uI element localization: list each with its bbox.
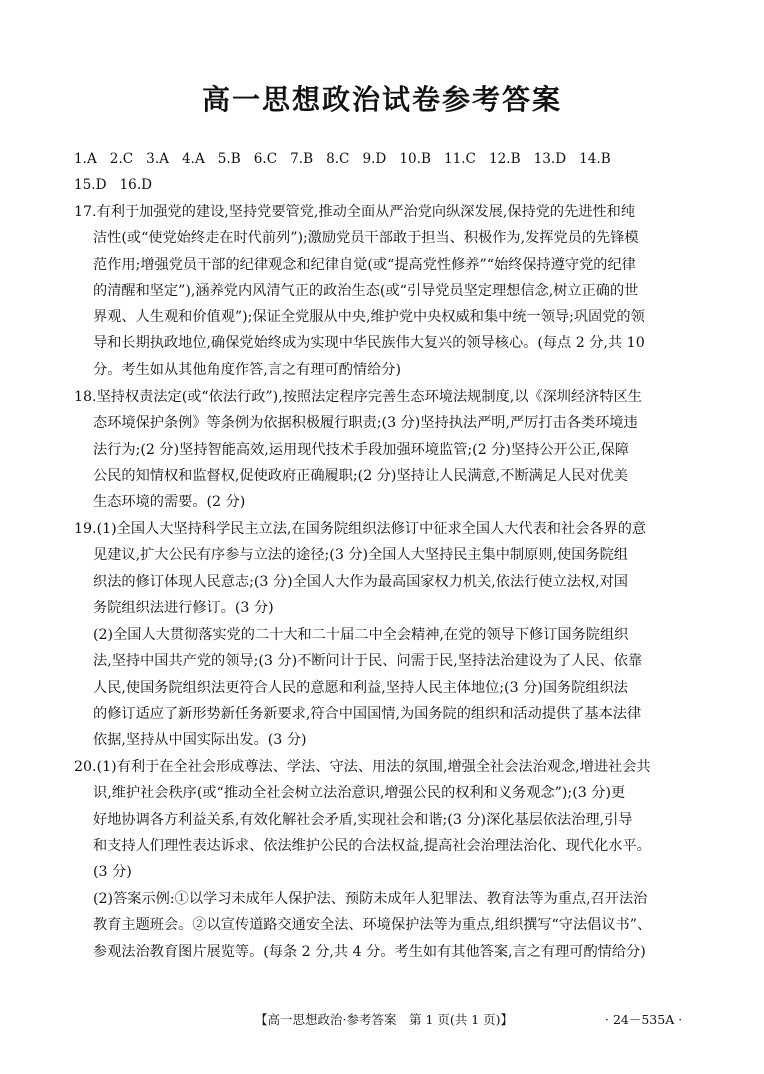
mc-answer-item: 12.B	[488, 151, 521, 167]
question-19-part-1-answer	[74, 516, 702, 621]
answer-text-line: 的清醒和坚定”),涵养党内风清气正的政治生态(或“引导党员坚定理想信念,树立正确的世	[93, 282, 639, 299]
mc-answer-item: 13.D	[533, 151, 567, 167]
mc-answer-item: 2.C	[109, 151, 134, 167]
footer-paper-code: · 24－535A ·	[605, 1012, 683, 1027]
answer-text-line: (3 分)	[93, 864, 132, 881]
answer-text-line: 见建议,扩大公民有序参与立法的途径;(3 分)全国人大坚持民主集中制原则,使国务院组	[93, 547, 628, 564]
mc-answer-item: 10.B	[399, 151, 431, 167]
answer-text-line: 17.有利于加强党的建设,坚持党要管党,推动全面从严治党向纵深发展,保持党的先进性和纯	[74, 204, 636, 220]
answer-text-line: 参观法治教育图片展览等。(每条 2 分,共 4 分。考生如有其他答案,言之有理可酌情给分)	[93, 943, 646, 960]
answer-text-line: 20.(1)有利于在全社会形成尊法、学法、守法、用法的氛围,增强全社会法治观念,增进社会共	[74, 759, 651, 775]
answer-text-line: 18.坚持权责法定(或“依法行政”),按照法定程序完善生态环境法规制度,以《深圳经济特区生	[74, 389, 642, 405]
question-19-part-2-answer	[74, 622, 702, 753]
answer-text-line: 分。考生如从其他角度作答,言之有理可酌情给分)	[93, 361, 401, 378]
answer-text-line: 生态环境的需要。(2 分)	[93, 494, 246, 511]
mc-answer-item: 16.D	[119, 177, 153, 193]
answer-text-line: 人民,使国务院组织法更符合人民的意愿和利益,坚持人民主体地位;(3 分)国务院组织法	[93, 679, 628, 696]
answer-text-line: 法,坚持中国共产党的领导;(3 分)不断问计于民、问需于民,坚持法治建设为了人民、依靠	[93, 653, 643, 670]
mc-answer-item: 15.D	[74, 177, 107, 193]
mc-answer-item: 5.B	[217, 151, 241, 167]
answer-text-line: 范作用;增强党员干部的纪律观念和纪律自觉(或“提高党性修养”“始终保持遵守党的纪律	[93, 256, 636, 273]
mc-answer-item: 9.D	[362, 151, 387, 167]
mc-answers-row-1	[74, 146, 714, 172]
mc-answer-item: 8.C	[326, 151, 350, 167]
answer-text-line: (2)答案示例:①以学习未成年人保护法、预防未成年人犯罪法、教育法等为重点,召开法治	[93, 891, 648, 907]
answer-text-line: 的修订适应了新形势新任务新要求,符合中国国情,为国务院的组织和活动提供了基本法律	[93, 705, 642, 722]
page-title: 高一思想政治试卷参考答案	[201, 83, 562, 116]
question-20-part-2-answer	[74, 886, 702, 965]
question-17-answer	[74, 199, 702, 383]
answer-text-line: 态环境保护条例》等条例为依据积极履行职责;(3 分)坚持执法严明,严厉打击各类环境违	[93, 415, 638, 432]
mc-answer-item: 3.A	[146, 151, 169, 167]
question-18-answer	[74, 384, 702, 515]
mc-answers-row-2	[74, 172, 714, 198]
answer-text-line: 务院组织法进行修订。(3 分)	[93, 599, 274, 616]
answer-text-line: 公民的知情权和监督权,促使政府正确履职;(2 分)坚持让人民满意,不断满足人民对优美	[93, 467, 628, 484]
mc-answer-item: 14.B	[579, 151, 611, 167]
mc-answer-item: 11.C	[443, 151, 476, 167]
answer-text-line: 识,维护社会秩序(或“推动全社会树立法治意识,增强公民的权利和义务观念”);(3 分)更	[93, 785, 626, 802]
answer-text-line: 法行为;(2 分)坚持智能高效,运用现代技术手段加强环境监管;(2 分)坚持公开公正,保障	[93, 441, 629, 458]
answer-text-line: 界观、人生观和价值观”);保证全党服从中央,维护党中央权威和集中统一领导;巩固党的领	[93, 309, 645, 326]
answer-text-line: 依据,坚持从中国实际出发。(3 分)	[93, 732, 307, 749]
answer-text-line: 和支持人们理性表达诉求、依法维护公民的合法权益,提高社会治理法治化、现代化水平。	[93, 837, 651, 854]
answer-text-line: 教育主题班会。②以宣传道路交通安全法、环境保护法等为重点,组织撰写“守法倡议书”、	[93, 917, 652, 934]
footer-page-info: 【高一思想政治·参考答案 第 1 页(共 1 页)】	[255, 1012, 514, 1027]
answer-text-line: 织法的修订体现人民意志;(3 分)全国人大作为最高国家权力机关,依法行使立法权,对国	[93, 573, 628, 590]
answer-text-line: (2)全国人大贯彻落实党的二十大和二十届二中全会精神,在党的领导下修订国务院组织	[93, 627, 629, 643]
mc-answer-item: 6.C	[253, 151, 278, 167]
answer-text-line: 洁性(或“使党始终走在时代前列”);激励党员干部敢于担当、积极作为,发挥党员的先锋模	[93, 230, 639, 247]
mc-answer-item: 4.A	[181, 151, 205, 167]
answer-text-line: 19.(1)全国人大坚持科学民主立法,在国务院组织法修订中征求全国人大代表和社会各界的意	[74, 521, 647, 537]
answer-text-line: 好地协调各方利益关系,有效化解社会矛盾,实现社会和谐;(3 分)深化基层依法治理,引导	[93, 811, 633, 828]
question-20-part-1-answer	[74, 754, 702, 885]
answer-text-line: 导和长期执政地位,确保党始终成为实现中华民族伟大复兴的领导核心。(每点 2 分,共 10	[93, 335, 645, 352]
mc-answer-item: 7.B	[290, 151, 314, 167]
mc-answer-item: 1.A	[74, 151, 97, 167]
